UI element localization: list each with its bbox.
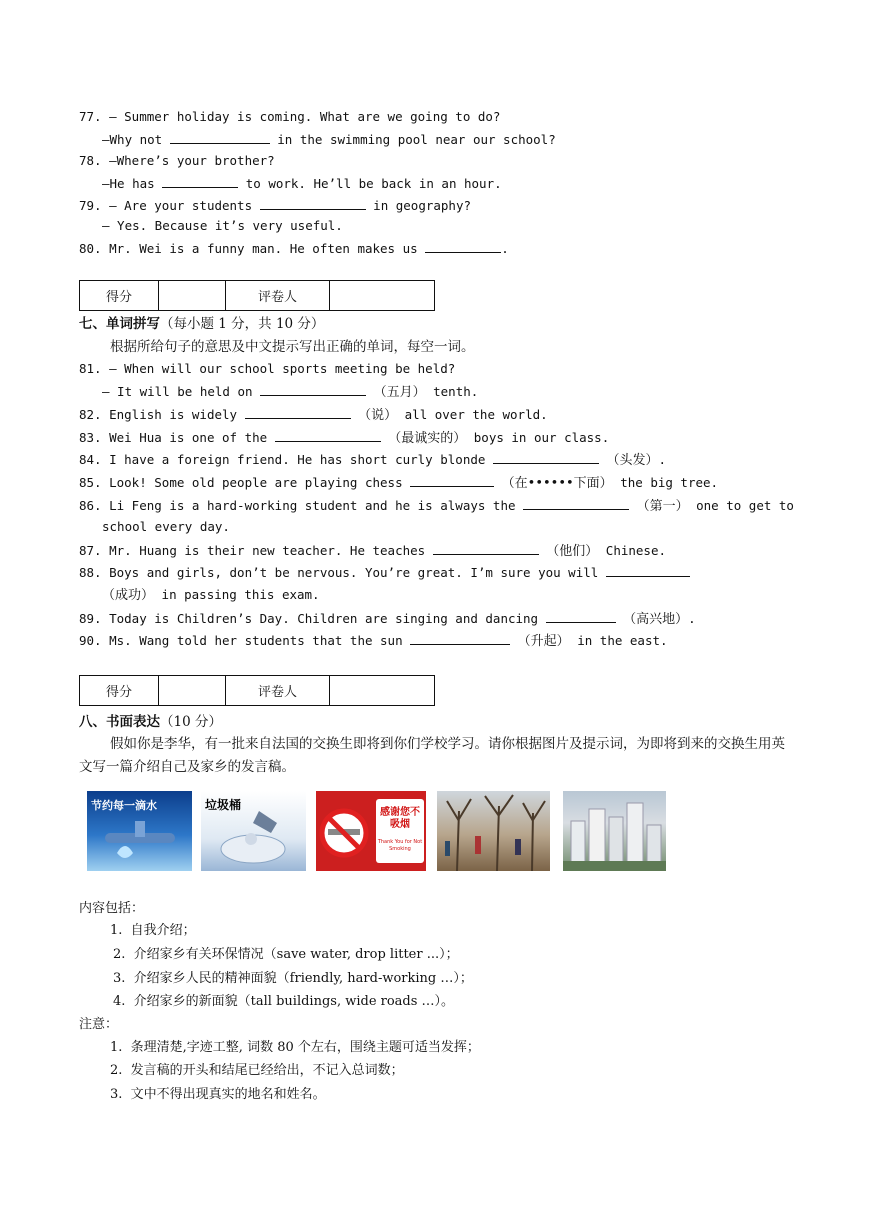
question-text: in passing this exam. xyxy=(161,587,320,602)
trash-can-image xyxy=(201,791,306,871)
answer-77 xyxy=(102,129,556,150)
save-water-image xyxy=(87,791,192,871)
question-85 xyxy=(79,472,718,494)
answer-blank[interactable] xyxy=(493,449,599,464)
answer-81 xyxy=(102,381,478,403)
question-text: in geography? xyxy=(373,198,472,213)
trash-bin-icon xyxy=(201,791,306,871)
section-note: （10 分） xyxy=(160,714,222,730)
question-number: 77. xyxy=(79,109,102,124)
image-caption: 节约每一滴水 xyxy=(91,799,157,812)
question-text: Wei Hua is one of the xyxy=(109,430,268,445)
chinese-hint: （最诚实的） xyxy=(388,431,467,446)
chinese-hint: （他们） xyxy=(546,544,599,559)
answer-78 xyxy=(102,173,502,194)
question-number: 78. xyxy=(79,153,102,168)
answer-blank[interactable] xyxy=(162,173,238,188)
question-text: —Where’s your brother? xyxy=(109,153,275,168)
section-title: 八、书面表达 xyxy=(79,714,160,730)
score-cell[interactable] xyxy=(159,676,226,706)
question-90 xyxy=(79,630,668,652)
answer-blank[interactable] xyxy=(410,472,494,487)
answer-blank[interactable] xyxy=(170,129,270,144)
question-text: the big tree. xyxy=(620,475,719,490)
question-81 xyxy=(79,359,455,379)
answer-blank[interactable] xyxy=(260,195,366,210)
score-label: 得分 xyxy=(80,281,159,311)
question-text: Chinese. xyxy=(605,543,667,558)
question-number: 83. xyxy=(79,430,102,445)
question-83 xyxy=(79,427,609,449)
question-text: English is widely xyxy=(109,407,238,422)
question-text: — Summer holiday is coming. What are we going to do? xyxy=(109,109,501,124)
question-82 xyxy=(79,404,548,426)
score-table xyxy=(79,280,435,311)
section-7-instruction: 根据所给句子的意思及中文提示写出正确的单词，每空一词。 xyxy=(110,339,475,355)
question-text: Li Feng is a hard-working student and he is always the xyxy=(109,498,516,513)
score-cell[interactable] xyxy=(159,281,226,311)
question-text: Boys and girls, don’t be nervous. You’re great. I’m sure you will xyxy=(109,565,599,580)
question-number: 84. xyxy=(79,452,102,467)
content-item: 4. 介绍家乡的新面貌（tall buildings, wide roads …）。 xyxy=(113,994,455,1009)
answer-blank[interactable] xyxy=(433,540,539,555)
question-text: in the east. xyxy=(577,633,668,648)
question-text: — When will our school sports meeting be held? xyxy=(109,361,456,376)
question-text: all over the world. xyxy=(404,407,548,422)
content-label: 内容包括： xyxy=(79,901,145,916)
trees-icon xyxy=(437,791,550,871)
question-text: . xyxy=(658,452,667,467)
grader-cell[interactable] xyxy=(330,281,435,311)
content-item: 3. 介绍家乡人民的精神面貌（friendly, hard-working …）； xyxy=(113,971,473,986)
answer-text: —Why not xyxy=(102,132,163,147)
note-item: 2. 发言稿的开头和结尾已经给出，不记入总词数； xyxy=(110,1063,404,1078)
question-80 xyxy=(79,238,509,259)
question-text: . xyxy=(501,241,509,256)
question-number: 89. xyxy=(79,611,102,626)
city-buildings-image xyxy=(563,791,666,871)
question-text: I have a foreign friend. He has short curly blonde xyxy=(109,452,486,467)
answer-79 xyxy=(102,216,343,236)
question-77 xyxy=(79,107,500,127)
answer-blank[interactable] xyxy=(275,427,381,442)
grader-label: 评卷人 xyxy=(226,676,330,706)
question-87 xyxy=(79,540,666,562)
question-number: 82. xyxy=(79,407,102,422)
question-text: Look! Some old people are playing chess xyxy=(109,475,403,490)
answer-blank[interactable] xyxy=(546,608,616,623)
question-88-continued xyxy=(102,585,320,606)
answer-blank[interactable] xyxy=(245,404,351,419)
question-number: 90. xyxy=(79,633,102,648)
question-79 xyxy=(79,195,471,216)
answer-text: tenth. xyxy=(433,384,479,399)
image-caption: 垃圾桶 xyxy=(205,798,242,812)
section-8-heading xyxy=(79,712,222,732)
answer-text: — It will be held on xyxy=(102,384,253,399)
answer-text: — Yes. Because it’s very useful. xyxy=(102,218,343,233)
score-table xyxy=(79,675,435,706)
answer-blank[interactable] xyxy=(606,562,690,577)
no-smoking-image xyxy=(316,791,426,871)
question-text: Mr. Huang is their new teacher. He teaches xyxy=(109,543,426,558)
sign-panel xyxy=(376,799,424,863)
question-number: 87. xyxy=(79,543,102,558)
question-text: Today is Children’s Day. Children are singing and dancing xyxy=(109,611,539,626)
chinese-hint: （升起） xyxy=(517,634,570,649)
question-text: Ms. Wang told her students that the sun xyxy=(109,633,403,648)
question-number: 80. xyxy=(79,241,102,256)
section-title: 七、单词拼写 xyxy=(79,316,160,332)
answer-blank[interactable] xyxy=(425,238,501,253)
score-label: 得分 xyxy=(80,676,159,706)
question-number: 88. xyxy=(79,565,102,580)
section-8-instruction: 假如你是李华，有一批来自法国的交换生即将到你们学校学习。请你根据图片及提示词，为即将到来的交换生用英文写一篇介绍自己及家乡的发言稿。 xyxy=(79,736,785,775)
answer-blank[interactable] xyxy=(260,381,366,396)
grader-label: 评卷人 xyxy=(226,281,330,311)
question-number: 81. xyxy=(79,361,102,376)
chinese-hint: （在••••••下面） xyxy=(501,476,613,491)
chinese-hint: （第一） xyxy=(636,499,689,514)
question-text: one to get to xyxy=(696,498,794,513)
grader-cell[interactable] xyxy=(330,676,435,706)
answer-text: in the swimming pool near our school? xyxy=(277,132,556,147)
chinese-hint: （成功） xyxy=(102,588,155,603)
section-7-heading xyxy=(79,314,324,334)
question-text: . xyxy=(688,611,696,626)
image-caption: Thank You for Not Smoking xyxy=(377,839,423,852)
note-item: 3. 文中不得出现真实的地名和姓名。 xyxy=(110,1087,326,1102)
question-number: 79. xyxy=(79,198,102,213)
question-text: Mr. Wei is a funny man. He often makes us xyxy=(109,241,418,256)
question-86 xyxy=(79,495,794,517)
image-caption: 感谢您不吸烟 xyxy=(380,807,420,830)
answer-blank[interactable] xyxy=(523,495,629,510)
note-label: 注意： xyxy=(79,1017,119,1032)
question-text: — Are your students xyxy=(109,198,253,213)
no-smoking-icon xyxy=(316,791,376,871)
content-item: 2. 介绍家乡有关环保情况（save water, drop litter ...）； xyxy=(113,947,459,962)
question-86-continued: school every day. xyxy=(102,519,230,534)
answer-text: to work. He’ll be back in an hour. xyxy=(245,176,502,191)
chinese-hint: （五月） xyxy=(373,385,426,400)
chinese-hint: （说） xyxy=(358,408,398,423)
content-item: 1. 自我介绍； xyxy=(110,923,196,938)
question-text: boys in our class. xyxy=(473,430,610,445)
note-item: 1. 条理清楚,字迹工整, 词数 80 个左右，围绕主题可适当发挥； xyxy=(110,1040,480,1055)
question-89 xyxy=(79,608,696,630)
section-note: （每小题 1 分，共 10 分） xyxy=(160,316,325,332)
question-78 xyxy=(79,151,275,171)
buildings-icon xyxy=(563,791,666,871)
question-84 xyxy=(79,449,666,471)
question-88 xyxy=(79,562,690,583)
question-number: 85. xyxy=(79,475,102,490)
chinese-hint: （高兴地） xyxy=(623,612,689,627)
question-number: 86. xyxy=(79,498,102,513)
answer-text: —He has xyxy=(102,176,155,191)
faucet-icon xyxy=(87,791,192,871)
answer-blank[interactable] xyxy=(410,630,510,645)
tree-planting-image xyxy=(437,791,550,871)
chinese-hint: （头发） xyxy=(606,453,659,468)
